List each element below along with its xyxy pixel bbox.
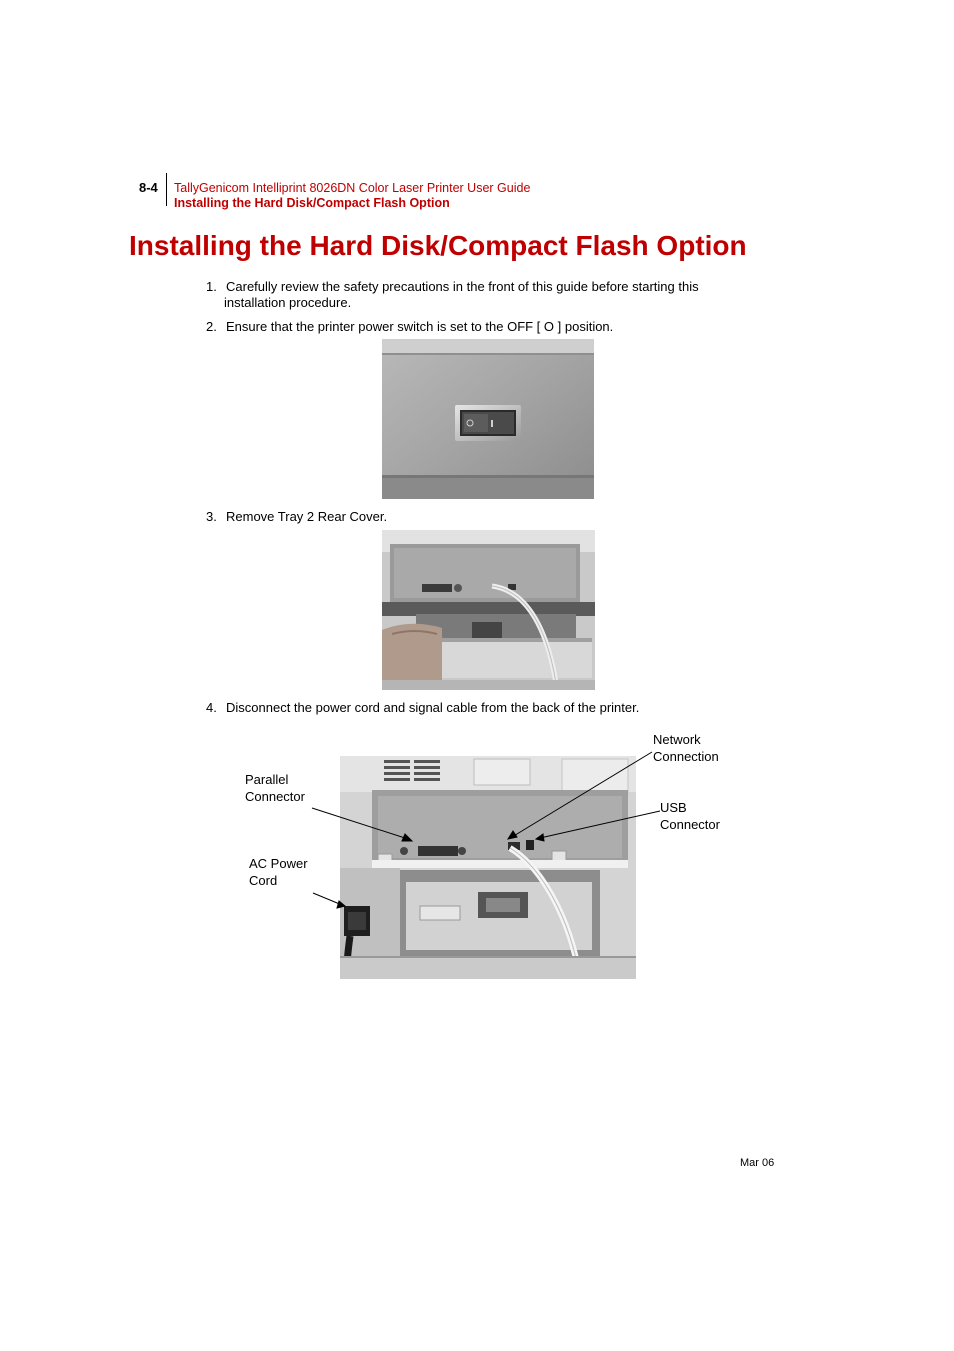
- footer-date: Mar 06: [740, 1157, 775, 1169]
- parallel-connector-label: Parallel Connector: [245, 772, 305, 804]
- step-text-continued: installation procedure.: [224, 295, 352, 310]
- ac-power-cord-label: AC Power Cord: [249, 856, 308, 888]
- step-number: 3.: [206, 509, 217, 524]
- step-text: Ensure that the printer power switch is set to the OFF [ O ] position.: [226, 319, 614, 334]
- step-text: Disconnect the power cord and signal cable from the back of the printer.: [226, 700, 640, 715]
- step-number: 1.: [206, 279, 217, 294]
- page-number: 8-4: [139, 180, 158, 195]
- step-number: 4.: [206, 700, 217, 715]
- step-number: 2.: [206, 319, 217, 334]
- page-title: Installing the Hard Disk/Compact Flash Option: [129, 230, 747, 261]
- guide-title: TallyGenicom Intelliprint 8026DN Color Laser Printer User Guide: [174, 181, 531, 195]
- step-text: Carefully review the safety precautions in the front of this guide before starting this: [226, 279, 699, 294]
- usb-connector-label: USB Connector: [660, 800, 720, 832]
- network-connection-label: Network Connection: [653, 732, 719, 764]
- section-title: Installing the Hard Disk/Compact Flash Option: [174, 196, 450, 210]
- step-text: Remove Tray 2 Rear Cover.: [226, 509, 388, 524]
